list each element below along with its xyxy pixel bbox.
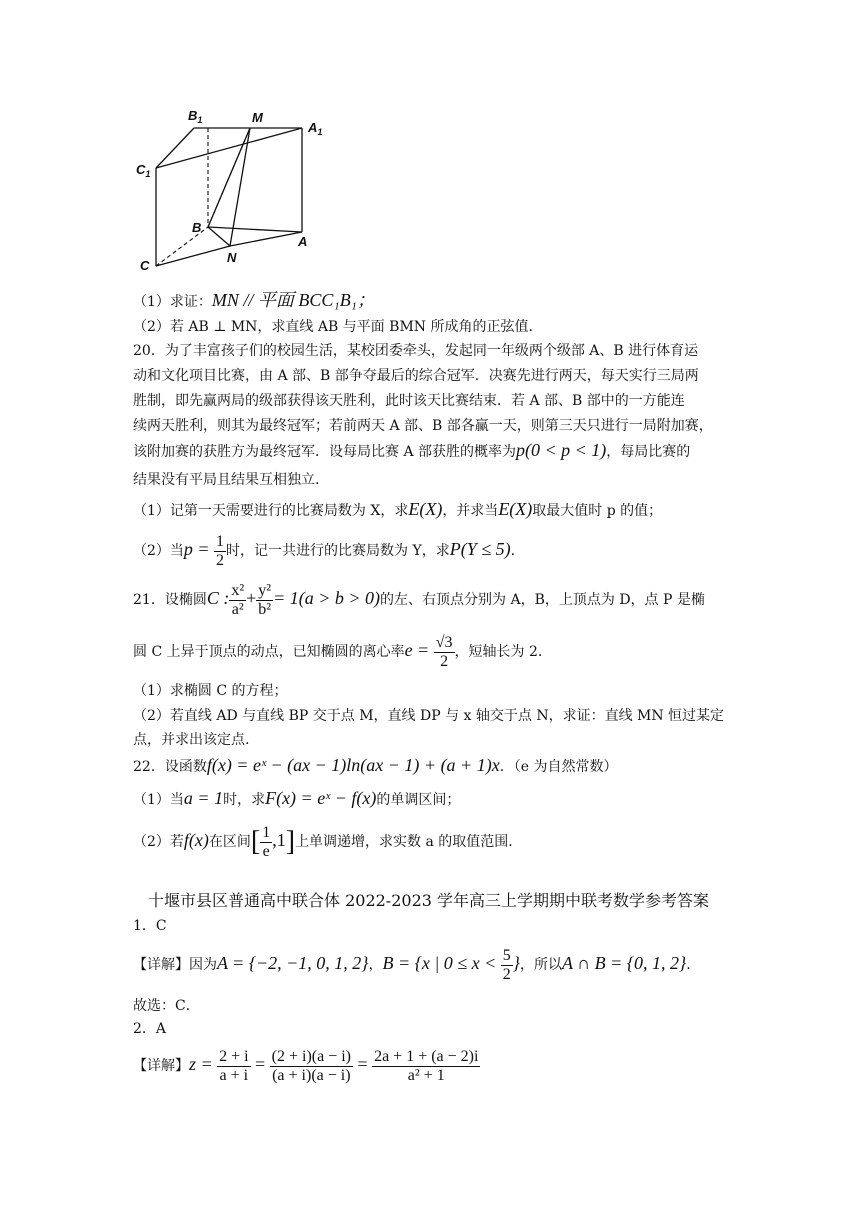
q21-line1-math2: = 1(a > b > 0) (273, 588, 381, 608)
answers-title: 十堰市县区普通高中联合体 2022-2023 学年高三上学期期中联考数学参考答案 (148, 891, 710, 910)
label-A1: $A_1$ (308, 120, 323, 137)
q21-line2 (133, 630, 542, 672)
q22-part2-tail: 上单调递增，求实数 a 的取值范围. (295, 834, 513, 850)
q21-line1 (133, 578, 705, 620)
q22-part2-mid: 在区间 (208, 834, 251, 850)
q21-part2-line1: （2）若直线 AD 与直线 BP 交于点 M，直线 DP 与 x 轴交于点 N，求证：直线 MN 恒过某定 (133, 708, 725, 724)
q20-part1-math1: E(X) (408, 499, 443, 519)
label-C: C (140, 258, 150, 273)
q20-line1: 20．为了丰富孩子们的校园生活，某校团委牵头，发起同一年级两个级部 A、B 进行体育运 (133, 343, 699, 359)
q20-line5-math: p(0 < p < 1) (516, 440, 607, 460)
q20-part2-mid: 时，记一共进行的比赛局数为 Y，求 (226, 543, 450, 559)
q21-fraction-y: $\frac{\text{y²}}{\text{b²}}$ (258, 581, 272, 618)
label-A: A (298, 234, 308, 249)
q22-fraction-interval: $\frac{1}{e}$ (262, 823, 271, 860)
q21-line2-text: 圆 C 上异于顶点的动点，已知椭圆的离心率 (133, 644, 405, 660)
q19-part1 (133, 290, 375, 312)
label-C1: $C_1$ (136, 162, 151, 179)
q22-part2-math: f(x) (183, 830, 209, 850)
answer-2-fraction-2: $\frac{(2 + i)(a - i)}{(a + i)(a - i)}$ (271, 1047, 351, 1084)
q20-part2-fraction: $\frac{1}{2}$ (216, 532, 225, 569)
prism-figure (130, 104, 350, 288)
prism-diagram (130, 104, 350, 284)
q22-line1-tail: ．（e 为自然常数） (499, 759, 618, 775)
q22-line1-text: 22．设函数 (133, 759, 207, 775)
q22-part1 (133, 788, 460, 810)
q22-interval-end: ,1 (272, 830, 286, 850)
answer-1-setB: B = {x | 0 ≤ x < (382, 953, 497, 973)
answer-1: 1．C (133, 918, 167, 934)
q20-part2-tail: . (510, 543, 516, 559)
q20-line2: 动和文化项目比赛，由 A 部、B 部争夺最后的综合冠军．决赛先进行两天，每天实行三局两 (133, 368, 699, 384)
label-B1: $B_1$ (188, 108, 203, 125)
q22-part1-math2: F(x) = eˣ − f(x) (265, 788, 377, 808)
answer-2: 2．A (133, 1021, 167, 1037)
q20-line5-text: 该附加赛的获胜方为最终冠军．设每局比赛 A 部获胜的概率为 (133, 444, 517, 460)
answer-1-fraction: $\frac{5}{2}$ (502, 946, 511, 983)
label-M: M (252, 110, 263, 125)
q22-line1 (133, 755, 617, 777)
answer-1-so: ，所以 (519, 957, 562, 973)
q22-part1-text: （1）当 (133, 792, 184, 808)
q21-line1-tail: 的左、右顶点分别为 A，B，上顶点为 D，点 P 是椭 (380, 592, 705, 608)
q19-part2: （2）若 AB ⊥ MN，求直线 AB 与平面 BMN 所成角的正弦值. (133, 319, 533, 335)
q19-part1-text: （1）求证： (133, 294, 212, 310)
label-B: B (192, 220, 202, 235)
answer-2-detail (133, 1042, 480, 1088)
q20-part1-mid: ，并求当 (442, 503, 499, 519)
q20-part2 (133, 530, 515, 570)
answer-2-detail-label: 【详解】 (133, 1058, 189, 1074)
q21-line1-text: 21．设椭圆 (133, 592, 207, 608)
q22-part1-math: a = 1 (183, 788, 224, 808)
q20-part2-math2: P(Y ≤ 5) (449, 539, 511, 559)
q20-part1-math2: E(X) (498, 499, 533, 519)
q20-line3: 胜制，即先赢两局的级部获得该天胜利，此时该天比赛结束．若 A 部、B 部中的一方能连 (133, 393, 685, 409)
answer-2-fraction-3: $\frac{2a + 1 + (a - 2)i}{\text{a² + 1}}$ (374, 1047, 479, 1084)
q21-part2-line2: 点，并求出该定点. (133, 732, 250, 748)
q20-part1-tail: 取最大值时 p 的值； (532, 503, 663, 519)
q20-line5-tail: ，每局比赛的 (606, 444, 691, 460)
q21-fraction-x: $\frac{\text{x²}}{\text{a²}}$ (231, 581, 245, 618)
q21-line2-math: e = (404, 640, 430, 660)
q22-part1-tail: 的单调区间； (376, 792, 461, 808)
answer-1-setA: A = {−2, −1, 0, 1, 2} (217, 953, 369, 973)
answer-2-equals-2: = (357, 1054, 368, 1074)
answer-1-detail (133, 942, 691, 986)
answer-1-choice: 故选：C． (133, 998, 200, 1014)
q22-part2: （2）若f(x)在区间[ $\frac{1}{e}$ ,1]上单调递增，求实数 a 的取值范围. (133, 823, 513, 860)
answer-2-fraction-1: $\frac{2 + i}{a + i}$ (219, 1047, 249, 1084)
q22-part1-mid: 时，求 (223, 792, 266, 808)
q21-part1: （1）求椭圆 C 的方程； (133, 683, 288, 699)
q22-line1-math: f(x) = eˣ − (ax − 1)ln(ax − 1) + (a + 1)x (206, 755, 500, 775)
q20-line4: 续两天胜利，则其为最终冠军；若前两天 A 部、B 部各赢一天，则第三天只进行一局附加赛， (133, 418, 713, 434)
answer-1-period: . (686, 957, 691, 973)
answer-2-z: z = (189, 1054, 213, 1074)
answer-2-equals: = (255, 1054, 266, 1074)
q20-part1-text: （1）记第一天需要进行的比赛局数为 X，求 (133, 503, 409, 519)
q20-part2-math: p = (183, 539, 210, 559)
answer-1-detail-label: 【详解】因为 (133, 957, 217, 973)
answer-1-comma: ， (368, 957, 383, 973)
q21-fraction-e: $\frac{√3}{2}$ (435, 633, 453, 670)
q20-line5 (133, 440, 690, 462)
q21-line2-tail: ，短轴长为 2. (454, 644, 543, 660)
q20-line6: 结果没有平局且结果互相独立. (133, 472, 320, 488)
q21-line1-math: C : (206, 588, 230, 608)
q19-part1-math: MN // 平面 BCC₁B₁； (211, 290, 375, 310)
label-N: N (227, 250, 237, 265)
q20-part2-text: （2）当 (133, 543, 184, 559)
answer-1-intersection: A ∩ B = {0, 1, 2} (561, 953, 687, 973)
q20-part1 (133, 499, 662, 521)
answer-1-setB-close: } (512, 953, 520, 973)
q21-plus: + (246, 588, 257, 608)
q22-part2-text: （2）若 (133, 834, 184, 850)
